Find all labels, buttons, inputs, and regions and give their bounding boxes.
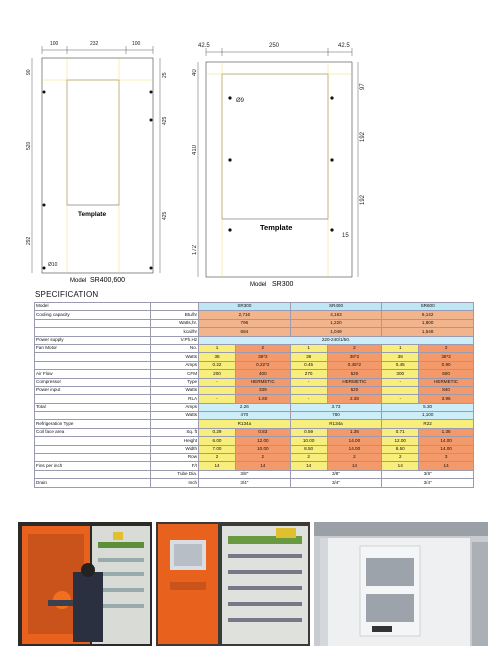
spec-cell: 1 xyxy=(199,344,236,352)
mount-hole xyxy=(43,267,46,270)
dim-left-3: 172 xyxy=(192,244,198,255)
spec-cell: 0.45 xyxy=(290,361,327,369)
spec-row xyxy=(35,470,474,478)
spec-cell: 220-240/1/50. xyxy=(199,336,474,344)
spec-cell: 3/4" xyxy=(199,479,291,487)
spec-cell: SR400 xyxy=(290,303,382,311)
spec-cell: 0.90 xyxy=(419,361,474,369)
spec-cell: 1,220 xyxy=(290,319,382,327)
spec-cell: 7.00 xyxy=(199,445,236,453)
drawing-sr300 xyxy=(192,30,370,288)
spec-cell: 14 xyxy=(419,462,474,470)
spec-cell: 600 xyxy=(419,370,474,378)
dim-right-1: 97 xyxy=(360,83,366,90)
spec-cell: - xyxy=(382,395,419,403)
spec-row-label: Compressor xyxy=(35,378,151,386)
spec-cell: - xyxy=(199,378,236,386)
spec-row-unit: Width xyxy=(151,445,199,453)
spec-row xyxy=(35,319,474,327)
drawing-sr400-600 xyxy=(20,30,180,285)
spec-cell: 200 xyxy=(199,370,236,378)
spec-cell: 400 xyxy=(235,370,290,378)
spec-row xyxy=(35,395,474,403)
spec-row xyxy=(35,428,474,436)
spec-cell: 38*2 xyxy=(327,353,382,361)
spec-row-unit: Row xyxy=(151,454,199,462)
spec-row xyxy=(35,420,474,428)
spec-cell: 14 xyxy=(199,462,236,470)
spec-cell: 0.45 xyxy=(382,361,419,369)
spec-cell: 14.00 xyxy=(419,437,474,445)
spec-cell: - xyxy=(382,378,419,386)
spec-row-unit: Sq. ft xyxy=(151,428,199,436)
spec-cell: 38 xyxy=(382,353,419,361)
template-label: Template xyxy=(260,223,293,232)
spec-cell: 1.60 xyxy=(235,395,290,403)
dim-top-2: 250 xyxy=(269,43,280,49)
spec-cell: 780 xyxy=(290,412,382,420)
spec-title: SPECIFICATION xyxy=(35,290,99,299)
spec-cell: 0.59 xyxy=(290,428,327,436)
spec-row xyxy=(35,445,474,453)
spec-cell: 3/4" xyxy=(382,479,474,487)
spec-row xyxy=(35,370,474,378)
spec-row-unit: Amps xyxy=(151,361,199,369)
spec-row-unit: RLA xyxy=(151,395,199,403)
photo-technician-cabinet xyxy=(18,522,152,646)
spec-row-label xyxy=(35,361,151,369)
dim-top-3: 42.5 xyxy=(338,43,350,49)
spec-cell: SR300 xyxy=(199,303,291,311)
model-label: Model xyxy=(250,282,267,288)
model-value: SR300 xyxy=(272,281,294,288)
spec-cell: 300 xyxy=(382,370,419,378)
spec-cell: 0.45*2 xyxy=(327,361,382,369)
spec-cell: 2 xyxy=(290,454,327,462)
spec-cell: 2,716 xyxy=(199,311,291,319)
spec-cell: 3/8" xyxy=(382,470,474,478)
spec-row-unit: V.Ph.Hz xyxy=(151,336,199,344)
spec-row xyxy=(35,303,474,311)
spec-cell: 14 xyxy=(290,462,327,470)
spec-row-label: Air Flow xyxy=(35,370,151,378)
spec-cell: 12.00 xyxy=(235,437,290,445)
spec-cell: 1,800 xyxy=(382,319,474,327)
hole-label: Ø9 xyxy=(236,98,245,104)
dim-right-2: 192 xyxy=(360,131,366,142)
dim-top-1: 42.5 xyxy=(198,43,210,49)
dim-right-1: 25 xyxy=(162,72,168,78)
spec-row-label xyxy=(35,437,151,445)
spec-cell: HERMETIC xyxy=(327,378,382,386)
spec-row-label: Refrigeration Type xyxy=(35,420,151,428)
spec-cell: 2 xyxy=(235,344,290,352)
spec-cell: 2 xyxy=(327,454,382,462)
spec-cell: R22 xyxy=(382,420,474,428)
spec-row xyxy=(35,336,474,344)
spec-cell: 1 xyxy=(382,344,419,352)
spec-cell: 3.96 xyxy=(419,395,474,403)
spec-cell: 14.00 xyxy=(419,445,474,453)
spec-cell: - xyxy=(199,395,236,403)
spec-cell: 1.36 xyxy=(419,428,474,436)
spec-row-label: Total xyxy=(35,403,151,411)
spec-row-unit: Inch xyxy=(151,479,199,487)
spec-cell: 3/8" xyxy=(199,470,291,478)
mount-hole xyxy=(43,91,46,94)
spec-cell: 1,049 xyxy=(290,328,382,336)
spec-cell: 38*2 xyxy=(419,353,474,361)
spec-cell: 339 xyxy=(235,386,290,394)
dim-left-1: 90 xyxy=(26,69,32,75)
spec-cell: - xyxy=(290,395,327,403)
spec-row xyxy=(35,403,474,411)
spec-cell: 6.00 xyxy=(199,437,236,445)
spec-row-label: Cooling capacity xyxy=(35,311,151,319)
spec-row xyxy=(35,412,474,420)
spec-row-unit xyxy=(151,420,199,428)
spec-row xyxy=(35,437,474,445)
spec-row-unit: Watts,hr. xyxy=(151,319,199,327)
spec-cell: SR600 xyxy=(382,303,474,311)
dim-top-3: 100 xyxy=(132,41,141,47)
mount-hole xyxy=(150,267,153,270)
spec-cell: 14 xyxy=(235,462,290,470)
spec-cell: HERMETIC xyxy=(419,378,474,386)
spec-row xyxy=(35,361,474,369)
spec-row xyxy=(35,386,474,394)
photo-orange-cabinet-ac xyxy=(156,522,310,646)
mount-hole xyxy=(150,119,153,122)
spec-cell: 3.73 xyxy=(290,403,382,411)
spec-cell: 2 xyxy=(327,344,382,352)
spec-row-label: Model xyxy=(35,303,151,311)
spec-cell: 2 xyxy=(235,454,290,462)
photo-white-ac-unit xyxy=(314,522,488,646)
spec-row xyxy=(35,311,474,319)
spec-cell: 5.30 xyxy=(382,403,474,411)
spec-cell: HERMETIC xyxy=(235,378,290,386)
spec-row xyxy=(35,479,474,487)
spec-row-unit: kcal/hr xyxy=(151,328,199,336)
spec-cell: 0.22 xyxy=(199,361,236,369)
spec-row xyxy=(35,454,474,462)
spec-row-label xyxy=(35,470,151,478)
spec-cell: 1 xyxy=(290,344,327,352)
spec-row-unit: No. xyxy=(151,344,199,352)
spec-cell: 1,548 xyxy=(382,328,474,336)
spec-cell: 2.38 xyxy=(327,395,382,403)
spec-row-label xyxy=(35,445,151,453)
spec-cell: 3/4" xyxy=(290,479,382,487)
spec-row-unit: Tube Dia. xyxy=(151,470,199,478)
spec-row-unit: Height xyxy=(151,437,199,445)
spec-row-unit: Watts xyxy=(151,412,199,420)
spec-cell: 684 xyxy=(199,328,291,336)
spec-row-label: Coil face area xyxy=(35,428,151,436)
template-label: Template xyxy=(78,211,107,218)
dim-right-4: 15 xyxy=(342,233,349,239)
spec-row xyxy=(35,328,474,336)
dim-left-2: 520 xyxy=(26,141,32,150)
spec-row-label xyxy=(35,412,151,420)
spec-row-unit: CFM xyxy=(151,370,199,378)
spec-cell: 38 xyxy=(199,353,236,361)
spec-cell: 1.36 xyxy=(327,428,382,436)
dim-left-1: 40 xyxy=(192,69,198,76)
spec-cell: 520 xyxy=(327,370,382,378)
spec-row xyxy=(35,462,474,470)
dim-left-3: 292 xyxy=(26,236,32,245)
spec-cell: 2 xyxy=(419,344,474,352)
spec-cell: 2 xyxy=(382,454,419,462)
mount-hole xyxy=(228,158,231,161)
model-label: Model xyxy=(70,278,87,284)
spec-row-label: Drain xyxy=(35,479,151,487)
mount-hole xyxy=(150,91,153,94)
spec-cell: 2.26 xyxy=(199,403,291,411)
spec-cell: 10.00 xyxy=(235,445,290,453)
spec-cell: R134a xyxy=(290,420,382,428)
spec-cell: 0.29 xyxy=(199,428,236,436)
dim-right-3: 192 xyxy=(360,194,366,205)
spec-cell: 14 xyxy=(382,462,419,470)
spec-cell: 12.00 xyxy=(382,437,419,445)
spec-cell: 520 xyxy=(327,386,382,394)
spec-row-unit: Type xyxy=(151,378,199,386)
spec-row-label xyxy=(35,353,151,361)
spec-row-unit: Btu/hr xyxy=(151,311,199,319)
spec-cell: 14.00 xyxy=(327,437,382,445)
spec-cell: 840 xyxy=(419,386,474,394)
mount-hole xyxy=(228,96,231,99)
mount-hole xyxy=(330,228,333,231)
dim-left-2: 410 xyxy=(192,144,198,155)
spec-cell: 6,142 xyxy=(382,311,474,319)
spec-cell: 0.22*2 xyxy=(235,361,290,369)
spec-cell: 8.50 xyxy=(290,445,327,453)
spec-cell xyxy=(199,386,236,394)
spec-row-label xyxy=(35,454,151,462)
spec-cell xyxy=(382,386,419,394)
spec-cell: 14 xyxy=(327,462,382,470)
spec-cell: 0.83 xyxy=(235,428,290,436)
spec-table xyxy=(34,302,474,488)
spec-row-unit: Amps xyxy=(151,403,199,411)
spec-row xyxy=(35,353,474,361)
spec-row-unit xyxy=(151,303,199,311)
spec-cell: 1,100 xyxy=(382,412,474,420)
dim-right-3: 425 xyxy=(162,211,168,220)
spec-row-unit: F/I xyxy=(151,462,199,470)
spec-cell: 3 xyxy=(419,454,474,462)
spec-cell: 10.00 xyxy=(290,437,327,445)
spec-cell: 4,163 xyxy=(290,311,382,319)
spec-cell: R134a xyxy=(199,420,291,428)
spec-row xyxy=(35,344,474,352)
spec-cell: 38*2 xyxy=(235,353,290,361)
hole-label: Ø10 xyxy=(48,262,58,268)
spec-row-unit: Watts xyxy=(151,353,199,361)
spec-row xyxy=(35,378,474,386)
spec-row-unit: Watts xyxy=(151,386,199,394)
spec-row-label: Power input xyxy=(35,386,151,394)
mount-hole xyxy=(228,228,231,231)
spec-cell: 470 xyxy=(199,412,291,420)
spec-cell: 14.00 xyxy=(327,445,382,453)
spec-cell: 270 xyxy=(290,370,327,378)
spec-cell: 2 xyxy=(199,454,236,462)
spec-cell: - xyxy=(290,378,327,386)
spec-cell: 796 xyxy=(199,319,291,327)
spec-cell: 8.50 xyxy=(382,445,419,453)
spec-cell: 38 xyxy=(290,353,327,361)
dim-top-1: 100 xyxy=(50,41,59,47)
model-value: SR400,600 xyxy=(90,277,126,284)
spec-row-label xyxy=(35,328,151,336)
spec-row-label: Power supply xyxy=(35,336,151,344)
dim-top-2: 232 xyxy=(90,41,99,47)
spec-cell: 3/8" xyxy=(290,470,382,478)
mount-hole xyxy=(330,96,333,99)
spec-row-label: Fins per inch xyxy=(35,462,151,470)
mount-hole xyxy=(330,158,333,161)
spec-row-label: Fan Motor xyxy=(35,344,151,352)
spec-cell: 0.71 xyxy=(382,428,419,436)
spec-row-label xyxy=(35,395,151,403)
mount-hole xyxy=(43,204,46,207)
spec-cell xyxy=(290,386,327,394)
spec-row-label xyxy=(35,319,151,327)
dim-right-2: 425 xyxy=(162,116,168,125)
